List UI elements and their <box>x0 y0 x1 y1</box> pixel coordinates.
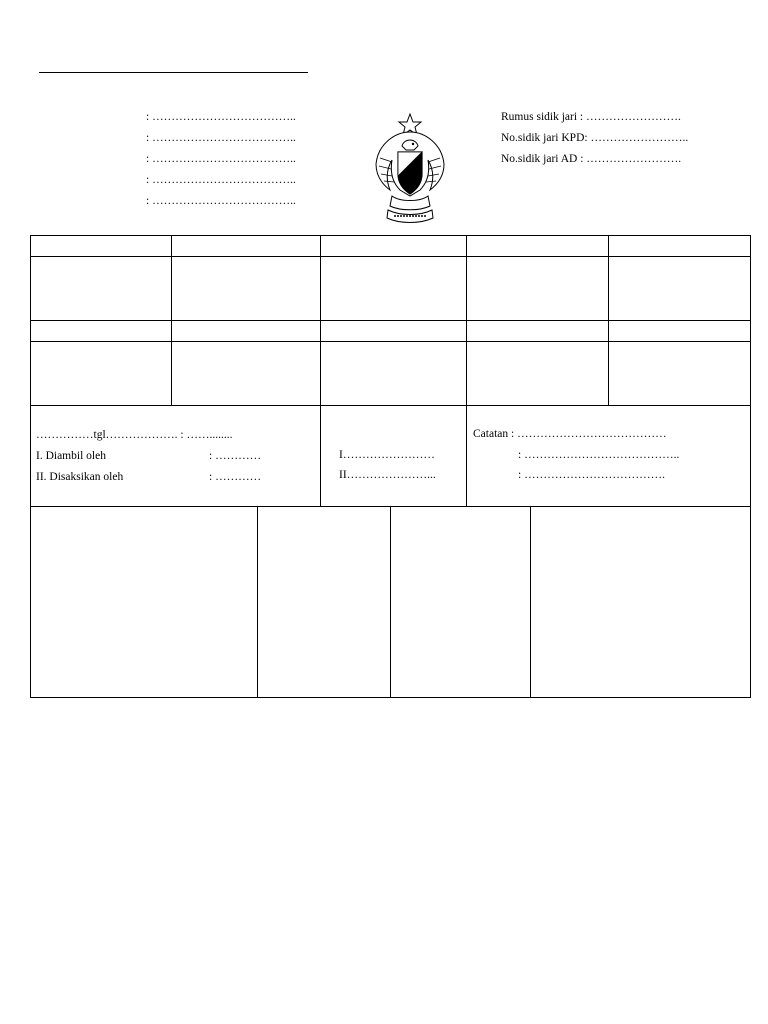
date-line[interactable]: ……………tgl………………. : ……........ <box>36 429 233 441</box>
taken-by-field[interactable]: : ………… <box>209 450 262 462</box>
grid-row-divider <box>30 341 751 342</box>
header-field-5[interactable]: : ……………………………….. <box>146 195 296 207</box>
notes-field-1[interactable]: Catatan : ………………………………… <box>473 428 667 440</box>
notes-field-2[interactable]: : ………………………………….. <box>518 449 680 461</box>
bottom-divider <box>390 506 391 697</box>
header-field-2[interactable]: : ……………………………….. <box>146 132 296 144</box>
notes-field-3[interactable]: : ………………………………. <box>518 469 665 481</box>
signature-1-field[interactable]: I…………………… <box>339 449 435 461</box>
header-field-4[interactable]: : ……………………………….. <box>146 174 296 186</box>
witnessed-by-label: II. Disaksikan oleh <box>36 471 124 483</box>
title-underline <box>39 72 308 73</box>
bottom-divider <box>257 506 258 697</box>
grid-col-divider <box>320 235 321 405</box>
signature-2-field[interactable]: II…………………... <box>339 469 436 481</box>
grid-col-divider <box>466 235 467 405</box>
grid-col-divider <box>608 235 609 405</box>
no-sidik-jari-ad-field[interactable]: No.sidik jari AD : ……………………. <box>501 153 682 165</box>
army-emblem-icon <box>370 112 450 228</box>
taken-by-label: I. Diambil oleh <box>36 450 106 462</box>
section-divider <box>466 405 467 506</box>
bottom-divider <box>530 506 531 697</box>
header-field-1[interactable]: : ……………………………….. <box>146 111 296 123</box>
grid-row-divider <box>30 256 751 257</box>
rumus-sidik-jari-field[interactable]: Rumus sidik jari : ……………………. <box>501 111 681 123</box>
header-field-3[interactable]: : ……………………………….. <box>146 153 296 165</box>
grid-col-divider <box>171 235 172 405</box>
grid-row-divider <box>30 320 751 321</box>
witnessed-by-field[interactable]: : ………… <box>209 471 262 483</box>
no-sidik-jari-kpd-field[interactable]: No.sidik jari KPD: …………………….. <box>501 132 689 144</box>
section-divider <box>320 405 321 506</box>
